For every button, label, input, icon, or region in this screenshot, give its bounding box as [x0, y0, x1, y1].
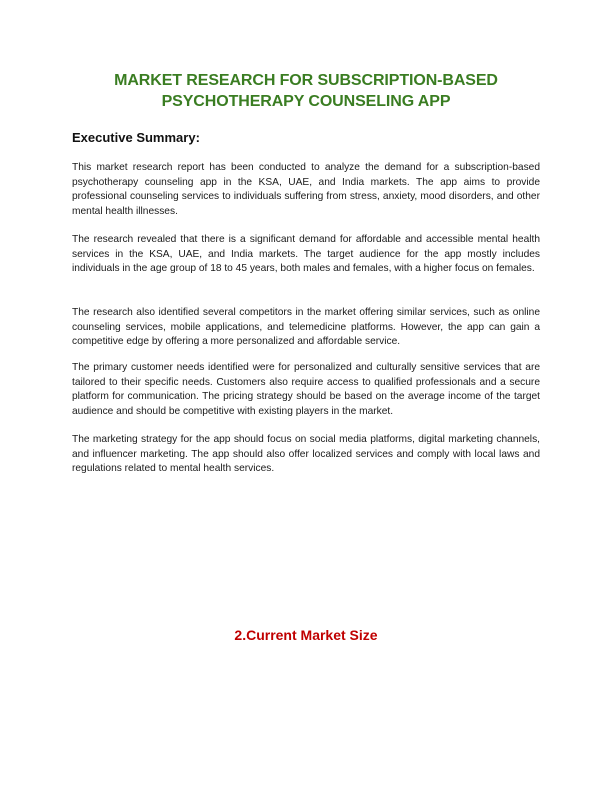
summary-paragraph-3: The research also identified several competitors in the market offering similar services, such as online counseling services, mobile applications, and telemedicine platforms. However, the app can gain a competitive edge by offering a more personalized and affordable service.	[72, 307, 540, 347]
title-line-1: MARKET RESEARCH FOR SUBSCRIPTION-BASED	[114, 72, 498, 89]
current-market-size-heading: 2.Current Market Size	[234, 627, 378, 643]
title-line-2: PSYCHOTHERAPY COUNSELING APP	[161, 93, 451, 110]
summary-paragraph-4: The primary customer needs identified were for personalized and culturally sensitive services that are tailored to their specific needs. Customers also require access to qualified professionals and a secure platform for communication. The pricing strategy should be based on the average income of the target audience and should be competitive with existing players in the market.	[72, 362, 540, 417]
summary-paragraph-1: This market research report has been conducted to analyze the demand for a subscription-based psychotherapy counseling app in the KSA, UAE, and India markets. The app aims to provide professional counseling services to individuals suffering from stress, anxiety, mood disorders, and other mental health illnesses.	[72, 162, 540, 217]
document-title	[60, 70, 552, 112]
summary-paragraph-2: The research revealed that there is a significant demand for affordable and accessible mental health services in the KSA, UAE, and India markets. The target audience for the app mostly includes individuals in the age group of 18 to 45 years, both males and females, with a higher focus on females.	[72, 234, 540, 274]
summary-paragraph-5: The marketing strategy for the app should focus on social media platforms, digital marketing channels, and influencer marketing. The app should also offer localized services and comply with local laws and regulations related to mental health services.	[72, 434, 540, 474]
executive-summary-heading: Executive Summary:	[72, 130, 200, 145]
